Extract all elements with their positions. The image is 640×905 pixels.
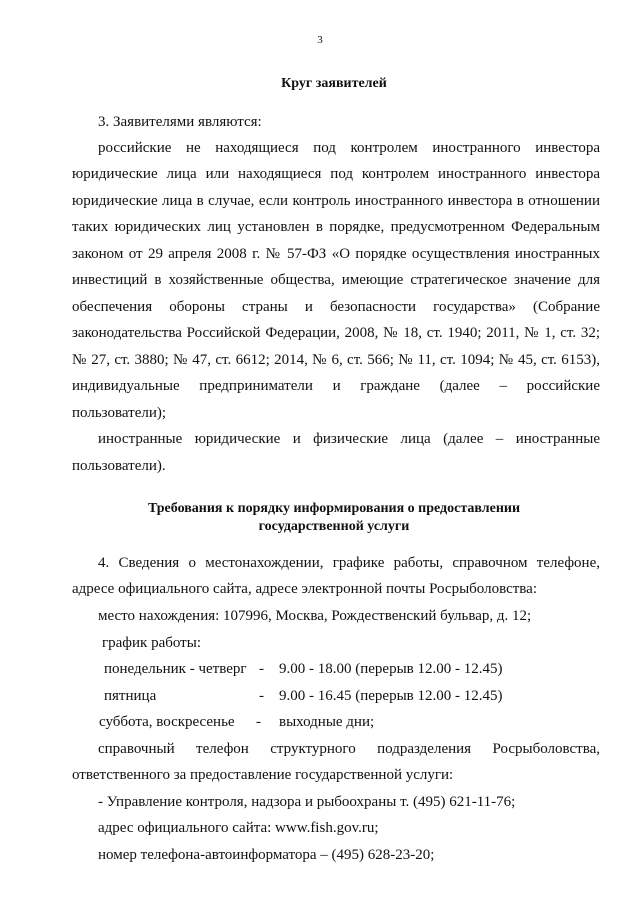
- text-line: ответственного за предоставление государственной услуги:: [72, 767, 454, 783]
- text-line: справочный телефон структурного подразделения Росрыболовства,: [98, 741, 600, 757]
- department-phone: - Управление контроля, надзора и рыбоохраны т. (495) 621-11-76;: [98, 794, 516, 810]
- text-line: № 27, ст. 3880; № 47, ст. 6612; 2014, № 6, ст. 566; № 11, ст. 1094; № 45, ст. 6153),: [72, 352, 600, 368]
- text-line: юридические лица в случае, если контроль иностранного инвестора в отношении: [72, 193, 600, 209]
- section-title-applicants: Круг заявителей: [281, 76, 387, 91]
- schedule-row: [0, 686, 640, 706]
- text-line: иностранные юридические и физические лица (далее – иностранные: [98, 431, 600, 447]
- text-line: законом от 29 апреля 2008 г. № 57-ФЗ «О порядке осуществления иностранных: [72, 246, 600, 262]
- text-line: 4. Сведения о местонахождении, графике работы, справочном телефоне,: [98, 555, 600, 571]
- text-line: пользователи).: [72, 458, 166, 474]
- page-number: 3: [317, 34, 323, 46]
- text-line: российские не находящиеся под контролем иностранного инвестора: [98, 140, 600, 156]
- schedule-dash: -: [259, 688, 264, 704]
- text-line: обеспечения обороны страны и безопасности государства» (Собрание: [72, 299, 600, 315]
- location-line: место нахождения: 107996, Москва, Рождественский бульвар, д. 12;: [98, 608, 532, 624]
- text-line: индивидуальные предприниматели и граждане (далее – российские: [72, 378, 600, 394]
- text-line: законодательства Российской Федерации, 2008, № 18, ст. 1940; 2011, № 1, ст. 32;: [72, 325, 600, 341]
- text-line: таких юридических лиц установлен в порядке, предусмотренном Федеральным: [72, 219, 600, 235]
- section-title-information-line1: Требования к порядку информирования о предоставлении: [147, 501, 521, 516]
- schedule-row: [0, 712, 640, 732]
- schedule-row: [0, 659, 640, 679]
- schedule-dash: -: [256, 714, 261, 730]
- schedule-label: график работы:: [102, 635, 201, 651]
- text-line: пользователи);: [72, 405, 167, 421]
- schedule-days: суббота, воскресенье: [99, 714, 235, 730]
- paragraph-intro: 3. Заявителями являются:: [98, 114, 262, 130]
- schedule-hours: 9.00 - 16.45 (перерыв 12.00 - 12.45): [279, 688, 503, 704]
- section-title-information-line2: государственной услуги: [258, 519, 410, 534]
- text-line: инвестиций в хозяйственные общества, имеющие стратегическое значение для: [72, 272, 600, 288]
- schedule-dash: -: [259, 661, 264, 677]
- text-line: юридические лица или находящиеся под контролем иностранного инвестора: [72, 166, 600, 182]
- website-line: адрес официального сайта: www.fish.gov.ru;: [98, 820, 379, 836]
- schedule-days: пятница: [104, 688, 157, 704]
- schedule-hours: 9.00 - 18.00 (перерыв 12.00 - 12.45): [279, 661, 503, 677]
- schedule-hours: выходные дни;: [279, 714, 375, 730]
- text-line: адресе официального сайта, адресе электронной почты Росрыболовства:: [72, 581, 537, 597]
- autoinformer-line: номер телефона-автоинформатора – (495) 628-23-20;: [98, 847, 435, 863]
- schedule-days: понедельник - четверг: [104, 661, 247, 677]
